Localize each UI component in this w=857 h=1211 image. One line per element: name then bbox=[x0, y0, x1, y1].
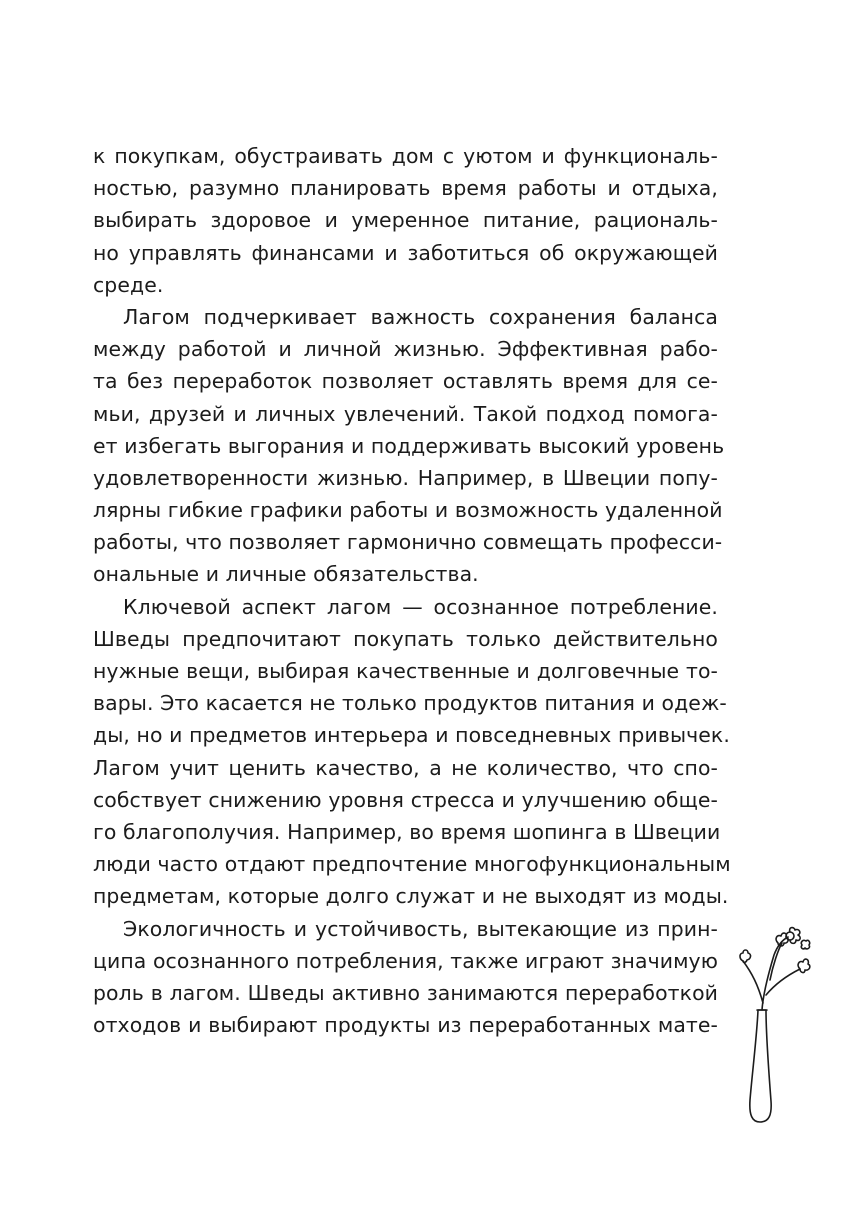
text-line: Лагом учит ценить качество, а не количество, что спо- bbox=[93, 755, 718, 780]
text-line: выбирать здоровое и умеренное питание, рациональ- bbox=[93, 208, 718, 233]
text-line: работы, что позволяет гармонично совмещать професси- bbox=[93, 530, 723, 555]
body-text bbox=[93, 140, 731, 1041]
text-line: отходов и выбирают продукты из переработанных мате- bbox=[93, 1013, 718, 1038]
vase-outline bbox=[750, 1010, 771, 1122]
text-line: ципа осознанного потребления, также играют значимую bbox=[93, 948, 718, 973]
text-line: нужные вещи, выбирая качественные и долговечные то- bbox=[93, 659, 718, 683]
text-line: ды, но и предметов интерьера и повседневных привычек. bbox=[93, 723, 730, 748]
text-line: Шведы предпочитают покупать только действительно bbox=[93, 626, 718, 651]
paragraph-3 bbox=[93, 591, 731, 913]
text-line: собствует снижению уровня стресса и улучшению обще- bbox=[93, 787, 718, 812]
vase-with-flowers-icon bbox=[730, 925, 815, 1130]
text-line: ональные и личные обязательства. bbox=[93, 562, 479, 587]
text-line: ет избегать выгорания и поддерживать высокий уровень bbox=[93, 433, 725, 458]
flower-stem bbox=[743, 961, 763, 1003]
text-line: та без переработок позволяет оставлять время для се- bbox=[93, 369, 718, 394]
text-line: мьи, друзей и личных увлечений. Такой подход помога- bbox=[93, 401, 718, 426]
text-line: предметам, которые долго служат и не выходят из моды. bbox=[93, 884, 729, 909]
text-line: среде. bbox=[93, 272, 164, 297]
text-line: Экологичность и устойчивость, вытекающие из прин- bbox=[123, 916, 718, 941]
paragraph-1 bbox=[93, 140, 718, 301]
flower-head bbox=[798, 959, 810, 972]
text-line: Лагом подчеркивает важность сохранения баланса bbox=[123, 304, 718, 329]
text-line: Ключевой аспект лагом — осознанное потребление. bbox=[123, 594, 718, 619]
text-line: но управлять финансами и заботиться об окружающей bbox=[93, 240, 718, 265]
paragraph-2 bbox=[93, 301, 725, 591]
text-line: роль в лагом. Шведы активно занимаются переработкой bbox=[93, 980, 718, 1005]
text-line: удовлетворенности жизнью. Например, в Швеции попу- bbox=[93, 465, 718, 490]
text-line: люди часто отдают предпочтение многофункциональным bbox=[93, 852, 731, 877]
flower-stem bbox=[762, 937, 788, 1010]
text-line: го благополучия. Например, во время шопинга в Швеции bbox=[93, 819, 721, 844]
flower-head bbox=[801, 940, 809, 948]
text-line: ностью, разумно планировать время работы и отдыха, bbox=[93, 176, 718, 201]
flower-head bbox=[740, 950, 751, 962]
text-line: вары. Это касается не только продуктов питания и одеж- bbox=[93, 691, 727, 716]
text-line: к покупкам, обустраивать дом с уютом и функциональ- bbox=[93, 144, 718, 168]
text-line: лярны гибкие графики работы и возможность удаленной bbox=[93, 498, 723, 523]
text-line: между работой и личной жизнью. Эффективная рабо- bbox=[93, 337, 718, 362]
paragraph-4 bbox=[93, 913, 718, 1042]
